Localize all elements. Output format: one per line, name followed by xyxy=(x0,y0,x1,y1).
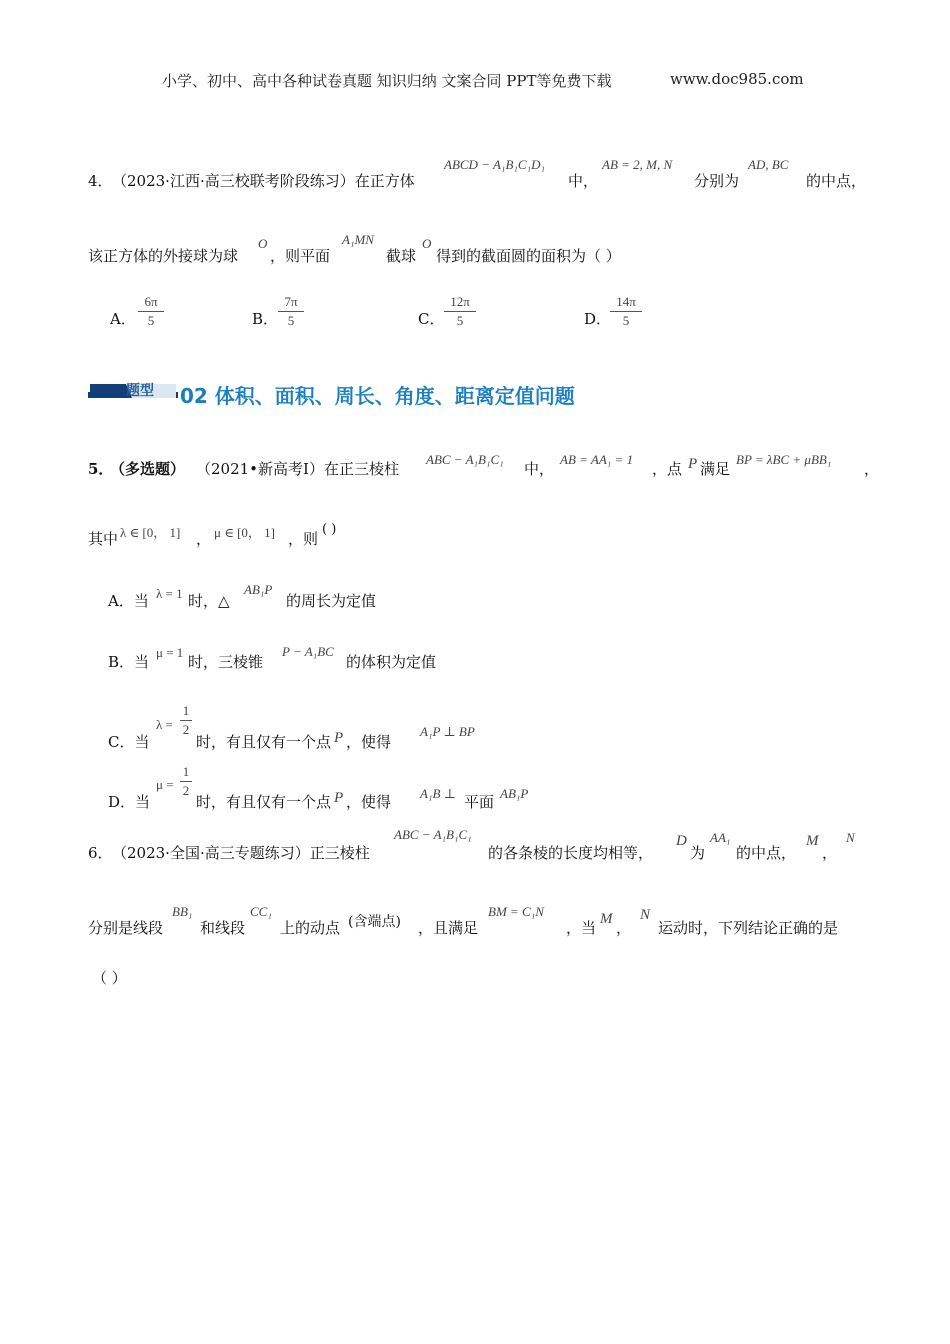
q5-option-c-P: P xyxy=(334,730,344,746)
q4-zhong: 中， xyxy=(568,172,599,190)
q6-wei: 为 xyxy=(690,844,706,862)
q5-option-a-text1: 时，△ xyxy=(188,592,230,610)
q4-option-d-label: D． xyxy=(584,310,612,328)
q5-c2: ， xyxy=(196,530,212,548)
q5-option-d-math3: AB₁P xyxy=(500,786,529,801)
q6-eq-math: BM = C₁N xyxy=(488,904,544,919)
section-badge-label: 题型 xyxy=(126,383,154,399)
q6-answer-paren: （ ） xyxy=(92,969,127,987)
q4-edges-math: AD, BC xyxy=(748,157,789,172)
q4-number: 4． xyxy=(88,172,113,190)
q4-line2b: ，则平面 xyxy=(270,247,331,265)
q5-option-c-var: λ = xyxy=(156,717,173,732)
q5-option-d-text1: 时，有且仅有一个点 xyxy=(196,793,332,811)
q5-cond-math: AB = AA₁ = 1 xyxy=(560,452,634,467)
q5-source: （2021•新高考Ⅰ）在正三棱柱 xyxy=(196,460,399,478)
header-url: www.doc985.com xyxy=(670,70,804,88)
q6-paren: (含端点) xyxy=(348,914,401,930)
q4-cond-math: AB = 2, M, N xyxy=(602,157,673,172)
q6-line2a: 分别是线段 xyxy=(88,919,164,937)
q5-option-b-text2: 的体积为定值 xyxy=(346,653,437,671)
q6-M2: M xyxy=(600,911,613,927)
q5-line2b: ，则 xyxy=(288,530,319,548)
q4-cube-math: ABCD − A₁B₁C₁D₁ xyxy=(444,157,545,172)
q4-line2d: 得到的截面圆的面积为（ ） xyxy=(436,247,621,265)
q5-manzu: 满足 xyxy=(700,460,731,478)
q5-option-d-fraction xyxy=(180,764,192,799)
q5-vector-math: BP = λBC + μBB₁ xyxy=(736,452,832,467)
q5-option-d-text2: ，使得 xyxy=(346,793,392,811)
q4-option-d-fraction xyxy=(610,294,642,329)
fraction-numerator: 6π xyxy=(144,294,158,309)
q5-mu-range: μ ∈ [0， 1] xyxy=(214,525,276,540)
q6-comma: ， xyxy=(822,844,838,862)
q6-he: 和线段 xyxy=(200,919,246,937)
q5-P: P xyxy=(688,456,698,472)
fraction-denominator: 5 xyxy=(287,313,295,328)
q5-option-d-P: P xyxy=(334,790,344,806)
q4-plane-math: A₁MN xyxy=(342,232,374,247)
q6-AA1: AA₁ xyxy=(710,830,731,845)
q5-option-b-math1: μ = 1 xyxy=(156,645,184,660)
q4-option-c-fraction xyxy=(444,294,476,329)
q4-option-c-label: C． xyxy=(418,310,445,328)
fraction-denominator: 5 xyxy=(147,313,155,328)
q6-source: （2023·全国·高三专题练习）正三棱柱 xyxy=(112,844,370,862)
fraction-numerator: 12π xyxy=(450,294,470,309)
q5-line2a: 其中 xyxy=(88,530,119,548)
q5-answer-paren: ( ) xyxy=(322,522,337,537)
q5-option-c-math2: A₁P ⊥ BP xyxy=(420,724,475,739)
fraction-denominator: 2 xyxy=(182,722,190,737)
q6-M: M xyxy=(806,833,819,849)
q5-tag: （多选题） xyxy=(110,460,186,478)
q5-option-c-text2: ，使得 xyxy=(346,733,392,751)
q6-N: N xyxy=(846,830,855,845)
q4-option-a-fraction xyxy=(138,294,164,329)
q5-prism-math: ABC − A₁B₁C₁ xyxy=(426,452,504,467)
q5-comma: ， xyxy=(864,460,880,478)
q4-source: （2023·江西·高三校联考阶段练习）在正方体 xyxy=(112,172,415,190)
q6-text3: ，且满足 xyxy=(418,919,479,937)
q5-option-b-label: B．当 xyxy=(108,653,150,671)
fraction-denominator: 5 xyxy=(622,313,630,328)
q4-option-b-fraction xyxy=(278,294,304,329)
q4-O1: O xyxy=(258,236,268,251)
q6-number: 6． xyxy=(88,844,113,862)
q5-lambda-range: λ ∈ [0， 1] xyxy=(120,525,181,540)
q4-line2c: 截球 xyxy=(386,247,417,265)
fraction-numerator: 14π xyxy=(616,294,636,309)
q5-option-d-label: D．当 xyxy=(108,793,151,811)
q4-fen: 分别为 xyxy=(694,172,740,190)
q5-zhong: 中， xyxy=(524,460,555,478)
q5-option-b-text1: 时，三棱锥 xyxy=(188,653,264,671)
q5-option-a-math1: λ = 1 xyxy=(156,586,183,601)
q6-text1: 的各条棱的长度均相等， xyxy=(488,844,654,862)
q4-line2a: 该正方体的外接球为球 xyxy=(88,247,239,265)
q5-option-b-math2: P − A₁BC xyxy=(282,644,334,659)
q4-O2: O xyxy=(422,236,432,251)
q5-option-d-text3: 平面 xyxy=(464,793,495,811)
q6-N2: N xyxy=(640,907,651,923)
q6-text4: ，当 xyxy=(566,919,597,937)
fraction-denominator: 5 xyxy=(456,313,464,328)
q5-option-a-math2: AB₁P xyxy=(244,582,273,597)
header-text: 小学、初中、高中各种试卷真题 知识归纳 文案合同 PPT等免费下载 xyxy=(162,72,612,90)
fraction-numerator: 7π xyxy=(284,294,298,309)
q4-option-b-label: B． xyxy=(252,310,279,328)
q5-option-a-text2: 的周长为定值 xyxy=(286,592,377,610)
fraction-numerator: 1 xyxy=(182,764,190,779)
q6-text2: 上的动点 xyxy=(280,919,341,937)
q5-option-c-text1: 时，有且仅有一个点 xyxy=(196,733,332,751)
q6-text5: 运动时，下列结论正确的是 xyxy=(658,919,839,937)
q5-option-c-label: C．当 xyxy=(108,733,150,751)
q5-option-d-math2: A₁B ⊥ xyxy=(420,786,456,801)
q6-comma2: ， xyxy=(616,919,632,937)
q5-number: 5． xyxy=(88,460,114,478)
q6-prism-math: ABC − A₁B₁C₁ xyxy=(394,827,472,842)
q5-option-d-var: μ = xyxy=(156,777,174,792)
q6-CC1: CC₁ xyxy=(250,904,272,919)
fraction-numerator: 1 xyxy=(182,703,190,718)
q5-option-a-label: A．当 xyxy=(108,592,149,610)
fraction-denominator: 2 xyxy=(182,783,190,798)
q5-dian: ，点 xyxy=(652,460,683,478)
q6-D: D xyxy=(676,833,687,849)
q6-BB1: BB₁ xyxy=(172,904,193,919)
q5-option-c-fraction xyxy=(180,703,192,738)
q4-option-a-label: A． xyxy=(110,310,136,328)
section-title: 02 体积、面积、周长、角度、距离定值问题 xyxy=(180,384,575,408)
q6-mid: 的中点， xyxy=(736,844,797,862)
q4-mid: 的中点， xyxy=(806,172,867,190)
